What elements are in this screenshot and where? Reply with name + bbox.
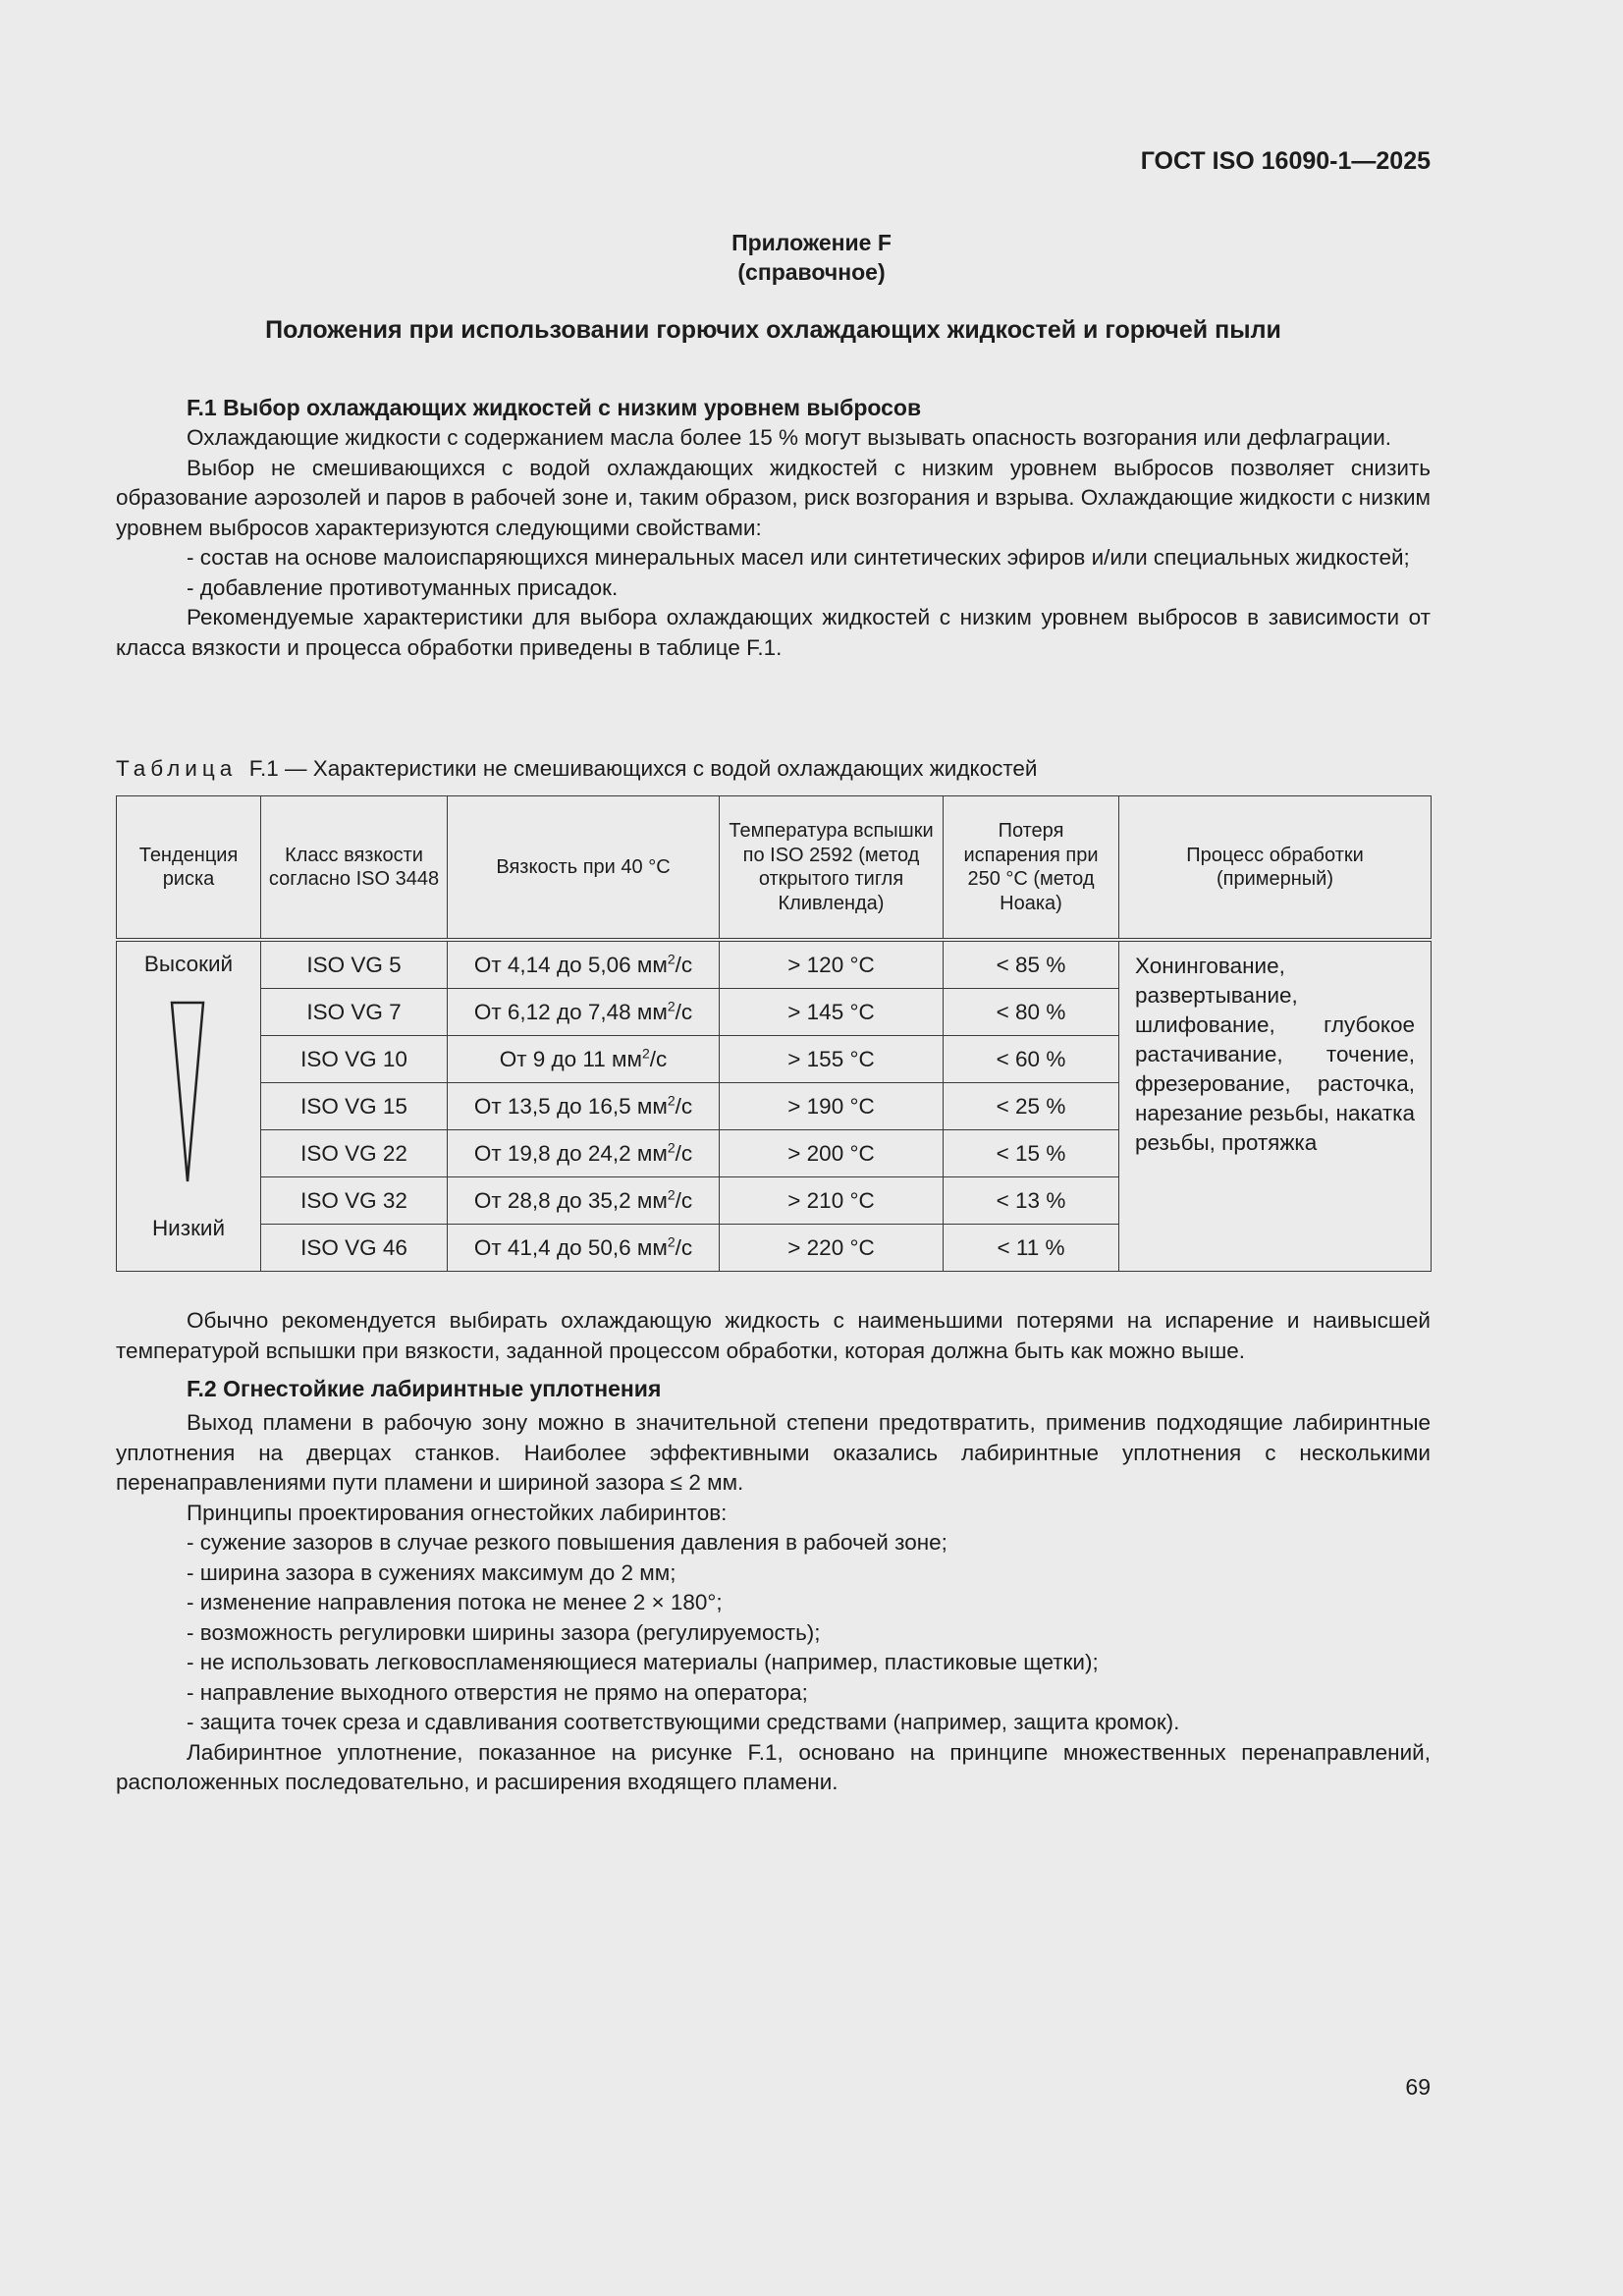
viscosity-class-cell: ISO VG 15 — [261, 1083, 448, 1130]
viscosity-range: От 28,8 до 35,2 — [473, 1187, 637, 1213]
table-caption-label: Таблица — [116, 756, 238, 781]
paragraph-after-table: Обычно рекомендуется выбирать охлаждающую жидкость с наименьшими потерями на испарение и наивысшей температурой вспышки при вязкости, заданной процессом обработки, которая должна быть как можно выше. — [116, 1308, 1431, 1363]
viscosity-unit-tail: /с — [675, 1234, 693, 1260]
viscosity-range: От 6,12 до 7,48 — [473, 999, 637, 1024]
risk-trend-cell — [117, 940, 261, 1272]
coolant-table — [116, 795, 1432, 1272]
viscosity-unit-tail: /с — [675, 952, 693, 977]
viscosity-unit: мм — [612, 1046, 642, 1071]
list-item: - состав на основе малоиспаряющихся минеральных масел или синтетических эфиров и/или специальных жидкостей; — [187, 545, 1410, 570]
flash-point-cell: > 220 °C — [720, 1225, 944, 1272]
viscosity-unit-exponent: 2 — [667, 998, 676, 1013]
header-flash-point: Температура вспышки по ISO 2592 (метод открытого тигля Кливленда) — [720, 796, 944, 941]
viscosity-cell — [448, 1083, 720, 1130]
list-item: - не использовать легковоспламеняющиеся материалы (например, пластиковые щетки); — [187, 1650, 1099, 1674]
paragraph: Рекомендуемые характеристики для выбора охлаждающих жидкостей с низким уровнем выбросов в зависимости от класса вязкости и процесса обработки приведены в таблице F.1. — [116, 605, 1431, 660]
table-row — [117, 940, 1432, 989]
annex-heading: Положения при использовании горючих охлаждающих жидкостей и горючей пыли — [265, 316, 1281, 344]
viscosity-unit: мм — [636, 1140, 668, 1166]
viscosity-unit-exponent: 2 — [641, 1045, 650, 1061]
header-risk: Тенденция риска — [117, 796, 261, 941]
evaporation-loss-cell: < 25 % — [944, 1083, 1119, 1130]
list-item: - добавление противотуманных присадок. — [187, 574, 619, 600]
viscosity-range: От 19,8 до 24,2 — [473, 1140, 637, 1166]
section-f1-title: F.1 Выбор охлаждающих жидкостей с низким уровнем выбросов — [187, 395, 922, 420]
table-header-row — [117, 796, 1432, 941]
paragraph: Принципы проектирования огнестойких лабиринтов: — [187, 1500, 728, 1525]
list-item: - ширина зазора в сужениях максимум до 2 мм; — [187, 1559, 676, 1585]
viscosity-class-cell: ISO VG 5 — [261, 940, 448, 989]
header-viscosity-class: Класс вязкости согласно ISO 3448 — [261, 796, 448, 941]
process-cell: Хонингование, развертывание, шлифование, глубокое растачивание, точение, фрезерование, расточка, нарезание резьбы, накатка резьбы, протяжка — [1119, 940, 1432, 1272]
flash-point-cell: > 210 °C — [720, 1177, 944, 1225]
viscosity-class-cell: ISO VG 10 — [261, 1036, 448, 1083]
evaporation-loss-cell: < 85 % — [944, 940, 1119, 989]
viscosity-unit: мм — [636, 1093, 668, 1119]
viscosity-cell — [448, 989, 720, 1036]
evaporation-loss-cell: < 13 % — [944, 1177, 1119, 1225]
evaporation-loss-cell: < 60 % — [944, 1036, 1119, 1083]
flash-point-cell: > 155 °C — [720, 1036, 944, 1083]
viscosity-class-cell: ISO VG 22 — [261, 1130, 448, 1177]
viscosity-range: От 9 до 11 — [499, 1046, 613, 1071]
list-item: - изменение направления потока не менее 2 × 180°; — [187, 1590, 723, 1614]
section-f2-title: F.2 Огнестойкие лабиринтные уплотнения — [187, 1376, 662, 1401]
viscosity-unit-tail: /с — [675, 1187, 693, 1213]
paragraph: Выход пламени в рабочую зону можно в значительной степени предотвратить, применив подходящие лабиринтные уплотнения на дверцах станков. Наиболее эффективными оказались лабиринтные уплотнения с несколькими перенаправлениями пути пламени и шириной зазора ≤ 2 мм. — [116, 1410, 1431, 1495]
viscosity-unit-tail: /с — [675, 1093, 693, 1119]
list-item: - направление выходного отверстия не прямо на оператора; — [187, 1679, 808, 1705]
viscosity-unit-exponent: 2 — [667, 951, 676, 966]
section-f1 — [116, 393, 1431, 663]
flash-point-cell: > 145 °C — [720, 989, 944, 1036]
evaporation-loss-cell: < 15 % — [944, 1130, 1119, 1177]
annex-title — [0, 228, 1623, 287]
table-body — [117, 940, 1432, 1272]
list-item: - сужение зазоров в случае резкого повышения давления в рабочей зоне; — [187, 1530, 947, 1555]
viscosity-range: От 4,14 до 5,06 — [473, 952, 637, 977]
table-caption-text: F.1 — Характеристики не смешивающихся с водой охлаждающих жидкостей — [248, 756, 1038, 781]
paragraph: Охлаждающие жидкости с содержанием масла более 15 % могут вызывать опасность возгорания или дефлаграции. — [187, 425, 1392, 450]
viscosity-cell — [448, 1036, 720, 1083]
table-caption — [116, 756, 1037, 782]
viscosity-unit: мм — [636, 952, 668, 977]
annex-label: Приложение F — [731, 230, 892, 255]
viscosity-cell — [448, 940, 720, 989]
flash-point-cell: > 200 °C — [720, 1130, 944, 1177]
evaporation-loss-cell: < 11 % — [944, 1225, 1119, 1272]
viscosity-cell — [448, 1130, 720, 1177]
risk-high-label: Высокий — [143, 952, 234, 976]
flash-point-cell: > 120 °C — [720, 940, 944, 989]
viscosity-unit-exponent: 2 — [667, 1092, 676, 1108]
viscosity-class-cell: ISO VG 46 — [261, 1225, 448, 1272]
viscosity-class-cell: ISO VG 7 — [261, 989, 448, 1036]
page-number: 69 — [1405, 2074, 1431, 2100]
header-viscosity: Вязкость при 40 °C — [448, 796, 720, 941]
paragraph: Лабиринтное уплотнение, показанное на рисунке F.1, основано на принципе множественных перенаправлений, расположенных последовательно, и расширения входящего пламени. — [116, 1739, 1431, 1794]
viscosity-unit-tail: /с — [675, 999, 693, 1024]
evaporation-loss-cell: < 80 % — [944, 989, 1119, 1036]
viscosity-unit-exponent: 2 — [667, 1186, 676, 1202]
paragraph: Выбор не смешивающихся с водой охлаждающих жидкостей с низким уровнем выбросов позволяет снизить образование аэрозолей и паров в рабочей зоне и, таким образом, риск возгорания и взрыва. Охлаждающие жидкости с низким уровнем выбросов характеризуются следующими свойствами: — [116, 455, 1431, 540]
document-code: ГОСТ ISO 16090-1—2025 — [1140, 147, 1431, 175]
risk-wedge-icon — [170, 1001, 205, 1187]
viscosity-cell — [448, 1225, 720, 1272]
viscosity-unit-tail: /с — [675, 1140, 693, 1166]
viscosity-class-cell: ISO VG 32 — [261, 1177, 448, 1225]
list-item: - возможность регулировки ширины зазора (регулируемость); — [187, 1619, 821, 1645]
viscosity-range: От 41,4 до 50,6 — [473, 1234, 637, 1260]
viscosity-unit-exponent: 2 — [667, 1233, 676, 1249]
viscosity-unit-exponent: 2 — [667, 1139, 676, 1155]
annex-type: (справочное) — [737, 259, 886, 285]
viscosity-range: От 13,5 до 16,5 — [473, 1093, 637, 1119]
flash-point-cell: > 190 °C — [720, 1083, 944, 1130]
viscosity-unit: мм — [636, 999, 668, 1024]
header-process: Процесс обработки (примерный) — [1119, 796, 1432, 941]
section-f2 — [116, 1306, 1431, 1798]
risk-low-label: Низкий — [151, 1216, 226, 1240]
viscosity-unit: мм — [636, 1187, 668, 1213]
viscosity-unit-tail: /с — [649, 1046, 668, 1071]
viscosity-unit: мм — [636, 1234, 668, 1260]
header-evaporation-loss: Потеря испарения при 250 °C (метод Ноака) — [944, 796, 1119, 941]
list-item: - защита точек среза и сдавливания соответствующими средствами (например, защита кромок). — [187, 1710, 1180, 1734]
viscosity-cell — [448, 1177, 720, 1225]
